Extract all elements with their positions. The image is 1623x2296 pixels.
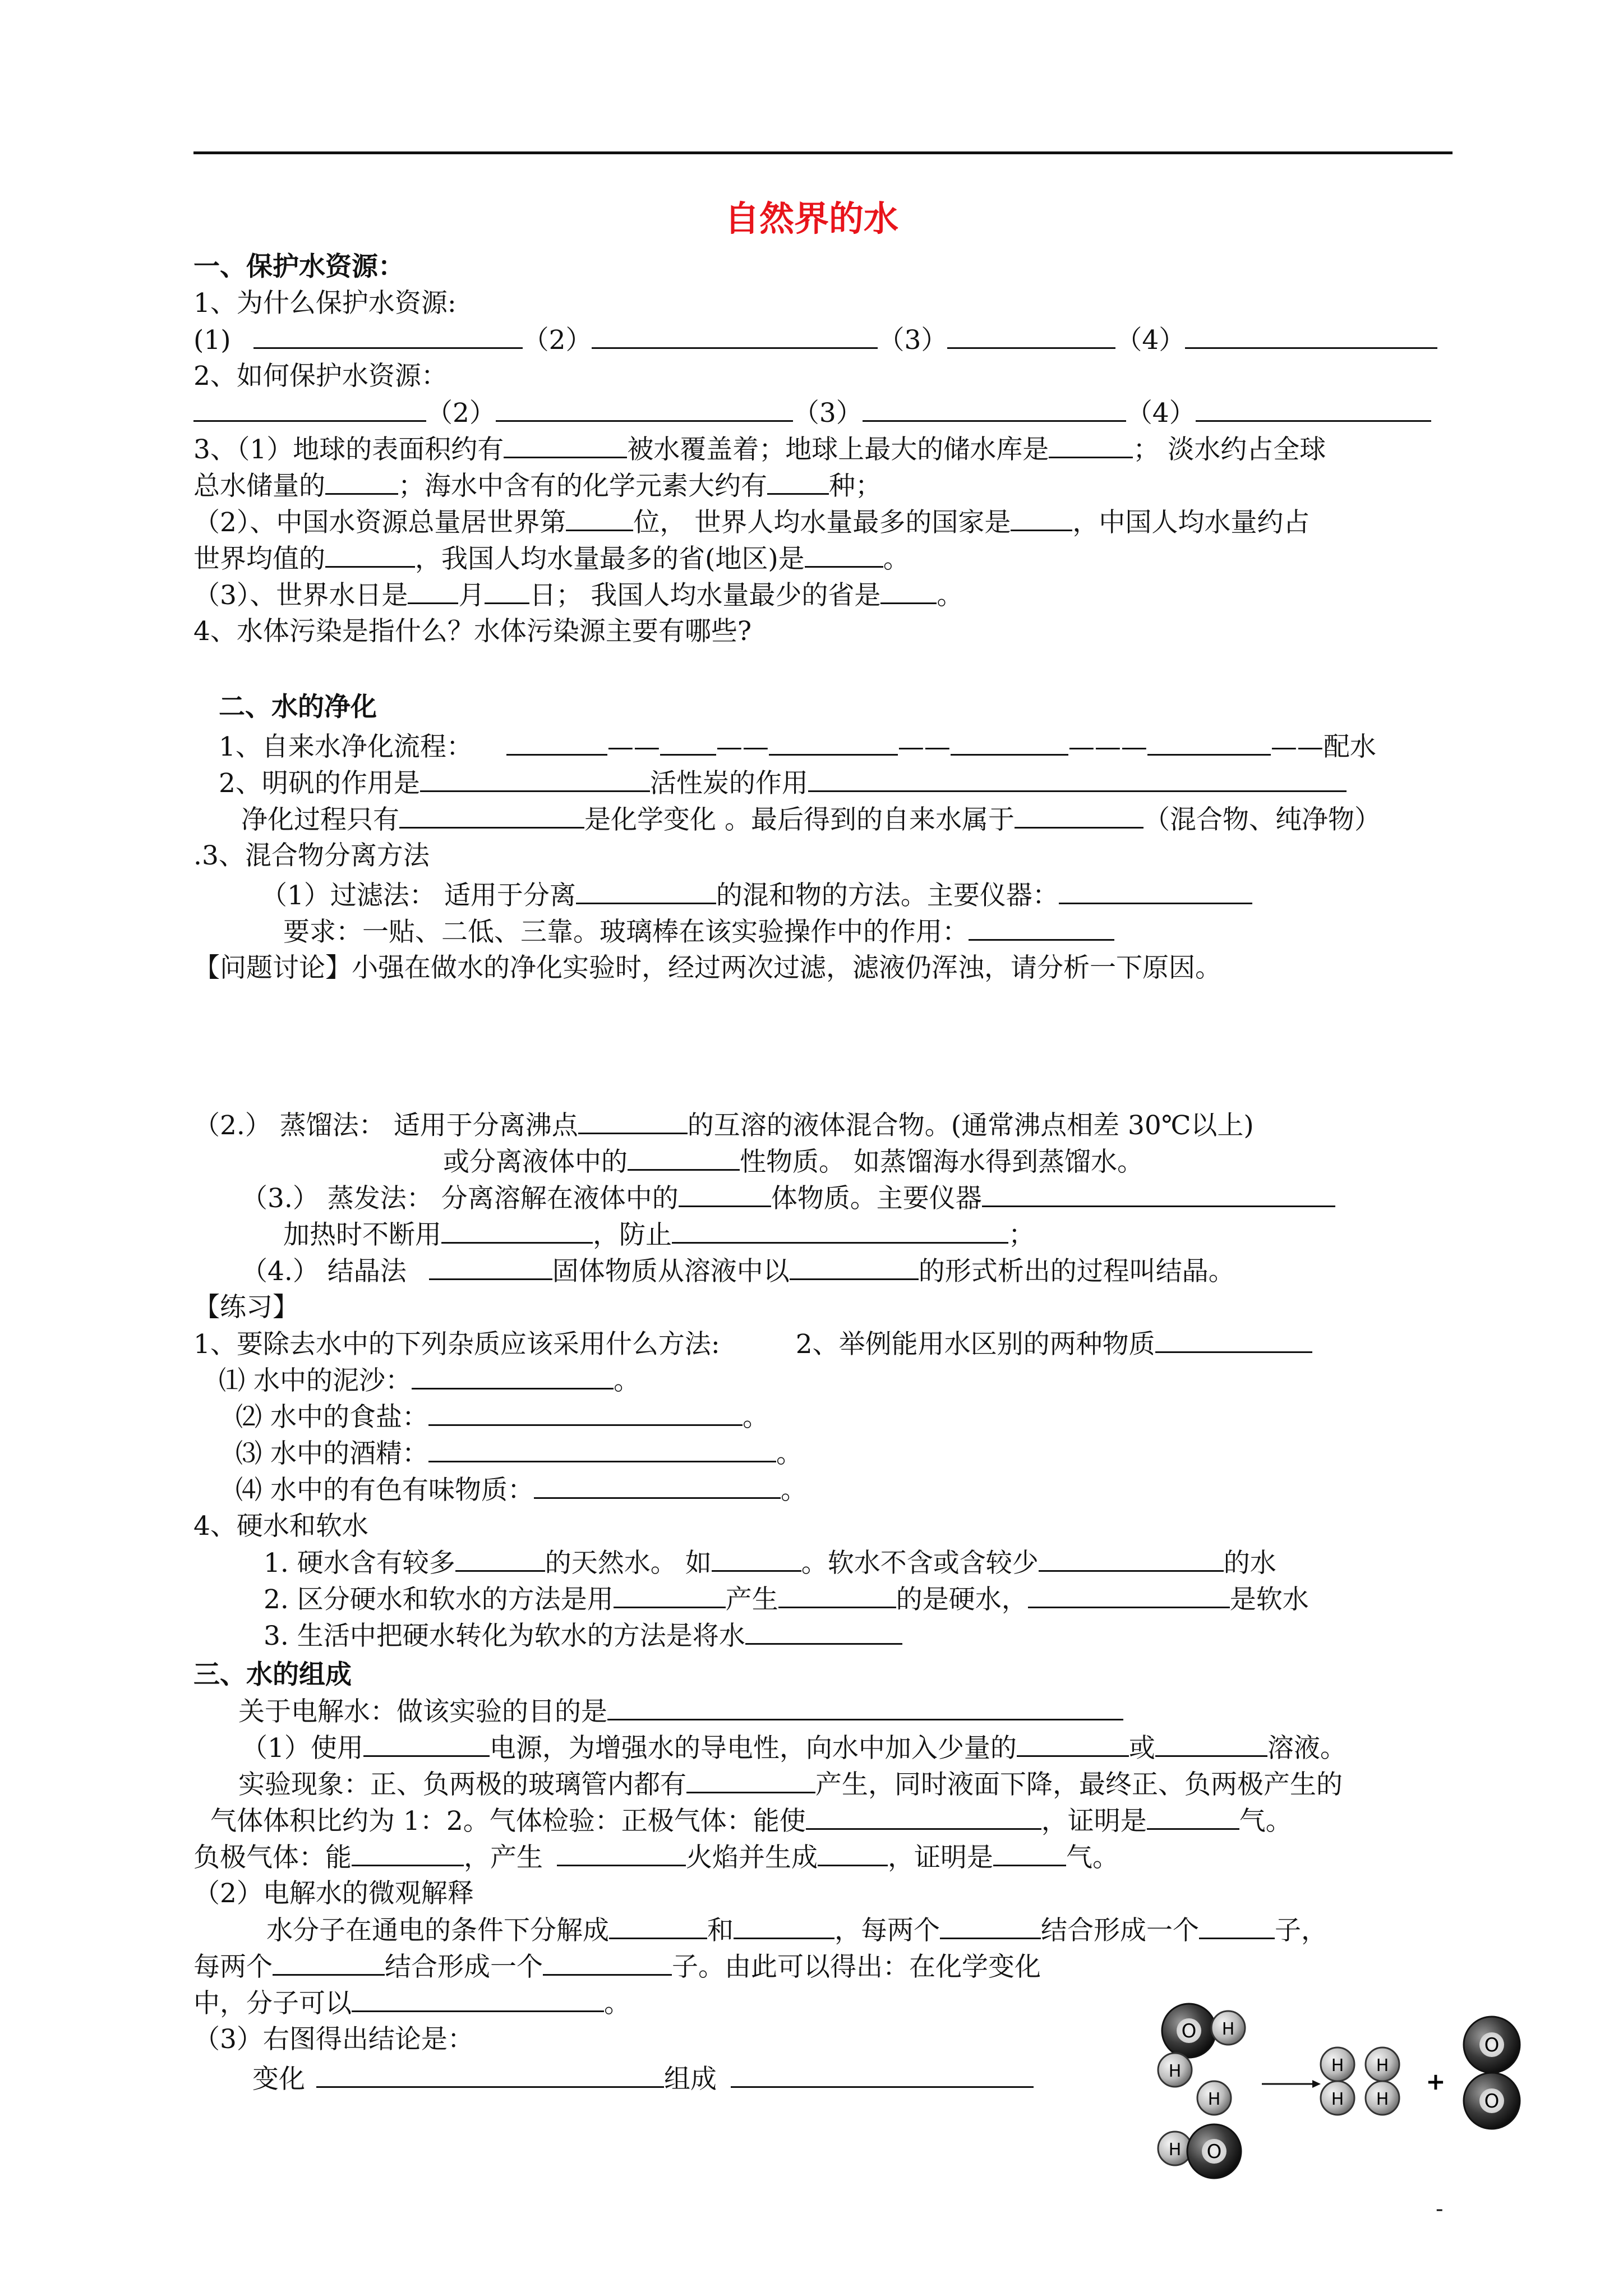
hydrogen-label: H [1168,2140,1182,2160]
hydrogen-label: H [1221,2019,1235,2039]
oxygen-label: O [1181,2020,1197,2042]
page-footer-mark: - [1436,2196,1444,2222]
conclusion-line: 变化 组成 [252,2062,1034,2097]
evaporation-line-1: （3.） 蒸发法： 分离溶解在液体中的 体物质。主要仪器 [241,1181,1335,1216]
hydrogen-label: H [1331,2056,1344,2076]
electrolysis-power-line: （1）使用 电源，为增强水的导电性，向水中加入少量的 或 溶液。 [241,1731,1347,1766]
practice-item-1: ⑴ 水中的泥沙： 。 [219,1363,640,1398]
alum-charcoal-line: 2、明矾的作用是 活性炭的作用 [219,766,1347,801]
electrolysis-purpose: 关于电解水：做该实验的目的是 [238,1694,1123,1729]
section-1-heading: 一、保护水资源： [193,251,404,282]
crystallization-line: （4.） 结晶法 固体物质从溶液中以 的形式析出的过程叫结晶。 [241,1254,1235,1289]
reaction-arrow-icon [1262,2080,1321,2088]
question-3-line-a: 3、（1）地球的表面积约有 被水覆盖着；地球上最大的储水库是 ； 淡水约占全球 [193,432,1326,467]
practice-heading: 【练习】 [193,1292,299,1323]
question-2: 2、如何保护水资源： [193,361,448,392]
hydrogen-molecule-1 [1321,2047,1354,2115]
header-rule [193,151,1453,154]
oxygen-molecule [1464,2017,1520,2129]
filtration-line: （1）过滤法： 适用于分离 的混和物的方法。主要仪器： [261,878,1252,913]
micro-line-1: 水分子在通电的条件下分解成 和 ，每两个 结合形成一个 子， [266,1913,1327,1948]
water-molecule-2 [1158,2081,1241,2178]
chemical-change-line: 净化过程只有 是化学变化 。最后得到的自来水属于 （混合物、纯净物） [241,802,1381,838]
question-3-line-c: （2）、中国水资源总量居世界第 位， 世界人均水量最多的国家是 ，中国人均水量约占 [193,505,1310,540]
distillation-line-1: （2.） 蒸馏法： 适用于分离沸点 的互溶的液体混合物。(通常沸点相差 30℃以上) [193,1108,1254,1143]
question-3-line-e: （3）、世界水日是 月 日； 我国人均水量最少的省是 。 [193,578,963,613]
question-3-line-d: 世界均值的 ，我国人均水量最多的省(地区)是 。 [193,541,910,577]
hard-water-line-2: 2. 区分硬水和软水的方法是用 产生 的是硬水， 是软水 [264,1582,1309,1617]
electrolysis-molecule-diagram [1150,1997,1542,2188]
micro-line-3: 中，分子可以 。 [193,1986,630,2021]
micro-line-2: 每两个 结合形成一个 子。由此可以得出：在化学变化 [193,1949,1041,1985]
question-2-blanks: （2） （3） （4） [193,395,1431,431]
hard-water-line-3: 3. 生活中把硬水转化为软水的方法是将水 [264,1618,902,1654]
hard-water-heading: 4、硬水和软水 [193,1511,368,1542]
phenomenon-line-1: 实验现象：正、负两极的玻璃管内都有 产生，同时液面下降，最终正、负两极产生的 [238,1767,1343,1802]
negative-gas-line: 负极气体：能 ，产生 火焰并生成 ，证明是 气。 [193,1840,1119,1875]
distillation-line-2: 或分离液体中的 性物质。 如蒸馏海水得到蒸馏水。 [443,1144,1144,1180]
hydrogen-molecule-2 [1366,2047,1399,2115]
practice-item-2: ⑵ 水中的食盐： 。 [236,1400,769,1435]
oxygen-label: O [1484,2034,1500,2056]
hydrogen-label: H [1376,2056,1389,2076]
hydrogen-label: H [1168,2062,1182,2081]
question-4: 4、水体污染是指什么？水体污染源主要有哪些? [193,616,752,647]
purification-flow: 1、自来水净化流程： —— —— —— ——— ——配水 [219,729,1376,765]
practice-item-3: ⑶ 水中的酒精： 。 [236,1436,803,1471]
oxygen-label: O [1206,2141,1222,2163]
question-3-line-b: 总水储量的 ；海水中含有的化学元素大约有 种； [193,468,882,504]
micro-explanation-heading: （2）电解水的微观解释 [193,1878,474,1909]
separation-methods-heading: .3、混合物分离方法 [193,840,430,871]
hydrogen-label: H [1376,2090,1389,2109]
evaporation-line-2: 加热时不断用 ，防止 ； [283,1217,1035,1253]
plus-sign: + [1426,2068,1446,2095]
filtration-requirements: 要求：一贴、二低、三靠。玻璃棒在该实验操作中的作用： [283,914,1114,950]
phenomenon-line-2: 气体体积比约为 1：2。气体检验：正极气体：能使 ，证明是 气。 [210,1803,1292,1839]
question-1-blanks: (1) （2） （3） （4） [193,323,1437,358]
hydrogen-label: H [1207,2090,1221,2109]
page-title: 自然界的水 [724,198,898,239]
hydrogen-label: H [1331,2090,1344,2109]
hard-water-line-1: 1. 硬水含有较多 的天然水。 如 。软水不含或含较少 的水 [264,1545,1276,1581]
water-molecule-1 [1158,2004,1245,2087]
question-1: 1、为什么保护水资源: [193,288,457,319]
practice-item-4: ⑷ 水中的有色有味物质： 。 [236,1473,807,1508]
practice-q1: 1、要除去水中的下列杂质应该采用什么方法: 2、举例能用水区别的两种物质 [193,1327,1312,1362]
section-3-heading: 三、水的组成 [193,1659,352,1690]
conclusion-heading: （3）右图得出结论是： [193,2024,474,2055]
discussion-question: 【问题讨论】小强在做水的净化实验时，经过两次过滤，滤液仍浑浊，请分析一下原因。 [193,953,1221,983]
oxygen-label: O [1484,2090,1500,2113]
section-2-heading: 二、水的净化 [219,692,377,723]
